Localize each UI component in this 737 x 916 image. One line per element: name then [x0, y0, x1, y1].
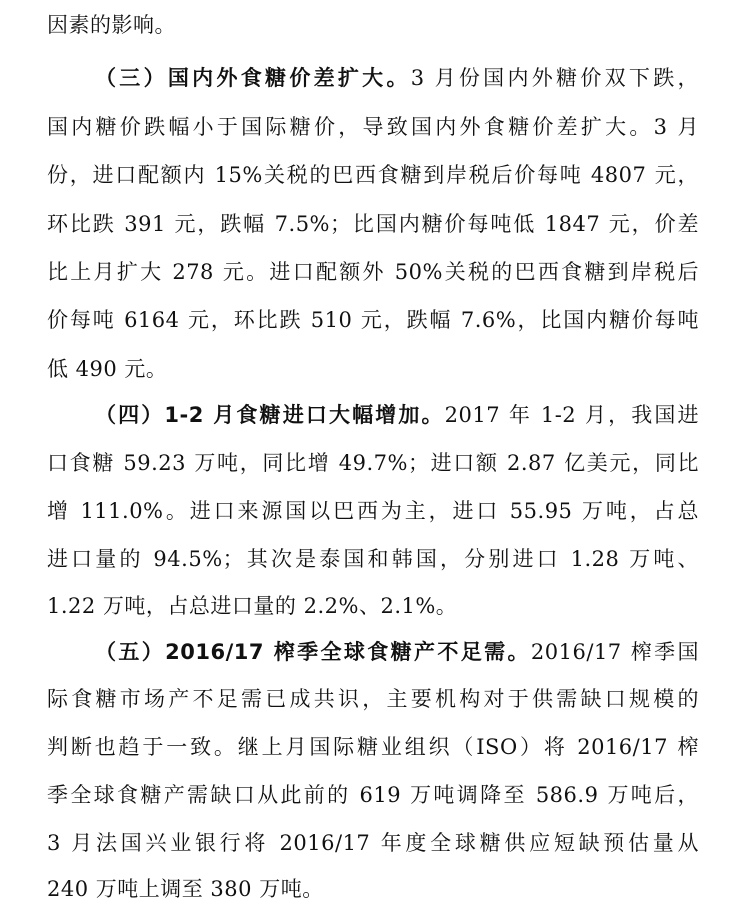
paragraph-line [47, 443, 699, 483]
paragraph-text: 2017 年 1-2 月，我国进 [444, 403, 700, 427]
paragraph-first-line [95, 58, 699, 98]
paragraph-text: 1.22 万吨，占总进口量的 2.2%、2.1%。 [47, 594, 458, 618]
paragraph-text: 3 月法国兴业银行将 2016/17 年度全球糖供应短缺预估量从 [47, 831, 699, 855]
paragraph-first-line [95, 395, 699, 435]
paragraph-text: 口食糖 59.23 万吨，同比增 49.7%；进口额 2.87 亿美元，同比 [47, 451, 699, 475]
paragraph-line [47, 823, 699, 863]
paragraph-text: 季全球食糖产需缺口从此前的 619 万吨调降至 586.9 万吨后， [47, 783, 699, 807]
paragraph-line [47, 775, 699, 815]
paragraph-first-line [95, 632, 699, 672]
paragraph-line [47, 155, 699, 195]
section-heading: （五）2016/17 榨季全球食糖产不足需。 [95, 640, 531, 664]
paragraph-text: 240 万吨上调至 380 万吨。 [47, 877, 324, 901]
paragraph-text: 3 月份国内外糖价双下跌， [410, 66, 699, 90]
paragraph-text: 环比跌 391 元，跌幅 7.5%；比国内糖价每吨低 1847 元，价差 [47, 212, 699, 236]
paragraph-text: 进口量的 94.5%；其次是泰国和韩国，分别进口 1.28 万吨、 [47, 547, 699, 571]
paragraph-text: 比上月扩大 278 元。进口配额外 50%关税的巴西食糖到岸税后 [47, 260, 699, 284]
paragraph-line [47, 539, 699, 579]
paragraph-line [47, 5, 699, 45]
paragraph-text: 份，进口配额内 15%关税的巴西食糖到岸税后价每吨 4807 元， [47, 163, 699, 187]
paragraph-text: 国内糖价跌幅小于国际糖价，导致国内外食糖价差扩大。3 月 [47, 115, 699, 139]
paragraph-line [47, 586, 699, 626]
paragraph-line [47, 300, 699, 340]
paragraph-line [47, 204, 699, 244]
paragraph-line [47, 252, 699, 292]
paragraph-line [47, 679, 699, 719]
paragraph-text: 判断也趋于一致。继上月国际糖业组织（ISO）将 2016/17 榨 [47, 735, 699, 759]
paragraph-text: 价每吨 6164 元，环比跌 510 元，跌幅 7.6%，比国内糖价每吨 [47, 308, 699, 332]
paragraph-text: 增 111.0%。进口来源国以巴西为主，进口 55.95 万吨，占总 [47, 499, 699, 523]
paragraph-line [47, 491, 699, 531]
paragraph-text: 因素的影响。 [47, 13, 176, 37]
paragraph-line [47, 349, 699, 389]
section-heading: （四）1-2 月食糖进口大幅增加。 [95, 403, 445, 427]
paragraph-line [47, 869, 699, 909]
paragraph-line [47, 107, 699, 147]
paragraph-line [47, 727, 699, 767]
paragraph-text: 2016/17 榨季国 [530, 640, 699, 664]
paragraph-text: 低 490 元。 [47, 357, 168, 381]
section-heading: （三）国内外食糖价差扩大。 [95, 66, 411, 90]
paragraph-text: 际食糖市场产不足需已成共识，主要机构对于供需缺口规模的 [47, 687, 699, 711]
